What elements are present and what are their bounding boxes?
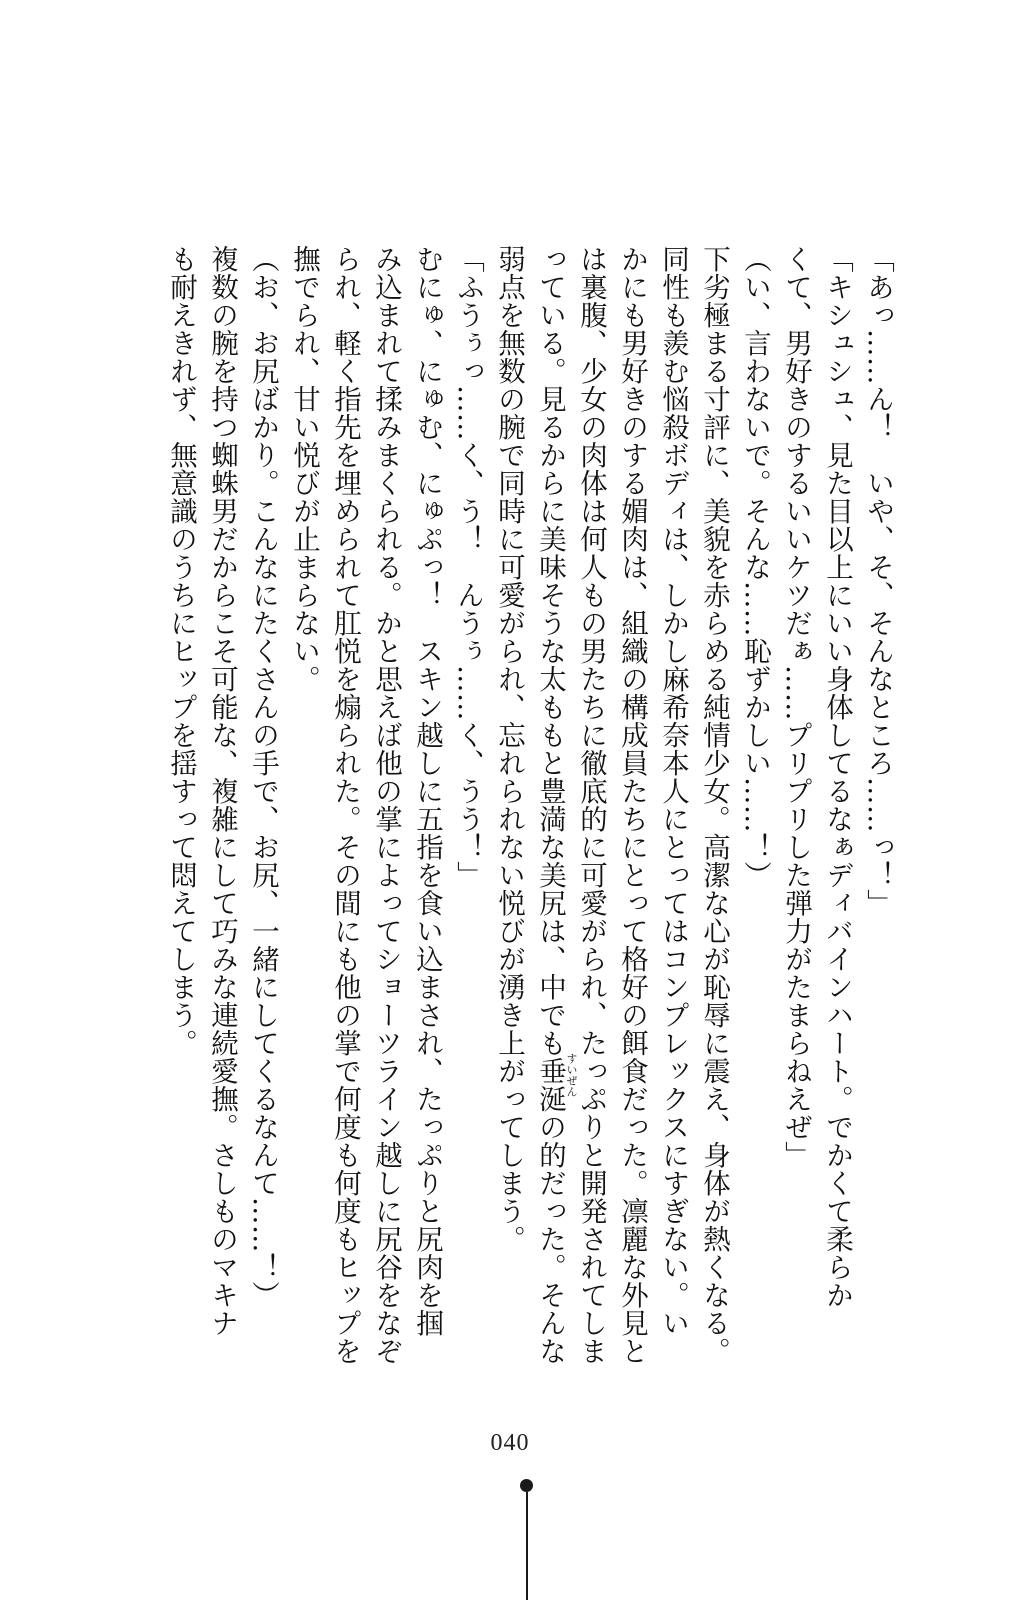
text-line: 複数の腕を持つ蜘蛛男だからこそ可能な、複雑にして巧みな連続愛撫。さしものマキナ [206,245,238,1337]
text-line: 撫でられ、甘い悦びが止まらない。 [288,245,320,693]
ruby-base-text: 垂涎 [534,1057,566,1113]
text-line: 弱点を無数の腕で同時に可愛がられ、忘れられない悦びが湧き上がってしまう。 [493,245,525,1253]
ruby-reading: すいぜん [565,1053,578,1097]
page-number: 040 [490,1430,530,1456]
text-line: 「ふうぅっ……く、う！ んうぅ……く、うう！」 [452,245,484,889]
text-line-with-ruby [529,245,578,1365]
ruby-line-before: っている。見るからに美味そうな太ももと豊満な美尻は、中でも [534,245,566,1057]
page-rule-line [526,1492,528,1600]
text-line: み込まれて揉みまくられる。かと思えば他の掌によってショーツライン越しに尻谷をなぞ [370,245,402,1365]
text-line: も耐えきれず、無意識のうちにヒップを揺すって悶えてしまう。 [165,245,197,1057]
text-line: 「あっ……ん！ いや、そ、そんなところ……っ！」 [862,245,894,917]
text-line: （い、言わないで。そんな……恥ずかしい……！） [739,245,771,889]
page-dot-marker [520,1479,533,1492]
text-line: むにゅ、にゅむ、にゅぷっ！ スキン越しに五指を食い込まされ、たっぷりと尻肉を掴 [411,245,443,1337]
ruby-line-after: の的だった。そんな [534,1113,566,1365]
text-line: 下劣極まる寸評に、美貌を赤らめる純情少女。高潔な心が恥辱に震え、身体が熱くなる。 [698,245,730,1365]
ruby-base [534,1053,578,1113]
text-line: られ、軽く指先を埋められて肛悦を煽られた。その間にも他の掌で何度も何度もヒップを [329,245,361,1365]
text-line: かにも男好きのする媚肉は、組織の構成員たちにとって格好の餌食だった。凛麗な外見と [616,245,648,1365]
text-line: 同性も羨む悩殺ボディは、しかし麻希奈本人にとってはコンプレックスにすぎない。い [657,245,689,1337]
text-line: は裏腹、少女の肉体は何人もの男たちに徹底的に可愛がられ、たっぷりと開発されてしま [575,245,607,1365]
text-line: 「キシュシュ、見た目以上にいい身体してるなぁディバインハート。でかくて柔らか [821,245,853,1309]
text-line: （お、お尻ばかり。こんなにたくさんの手で、お尻、一緒にしてくるなんて……！） [247,245,279,1309]
text-line: くて、男好きのするいいケツだぁ……プリプリした弾力がたまらねえぜ」 [780,245,812,1169]
vertical-text-body [160,245,898,1365]
